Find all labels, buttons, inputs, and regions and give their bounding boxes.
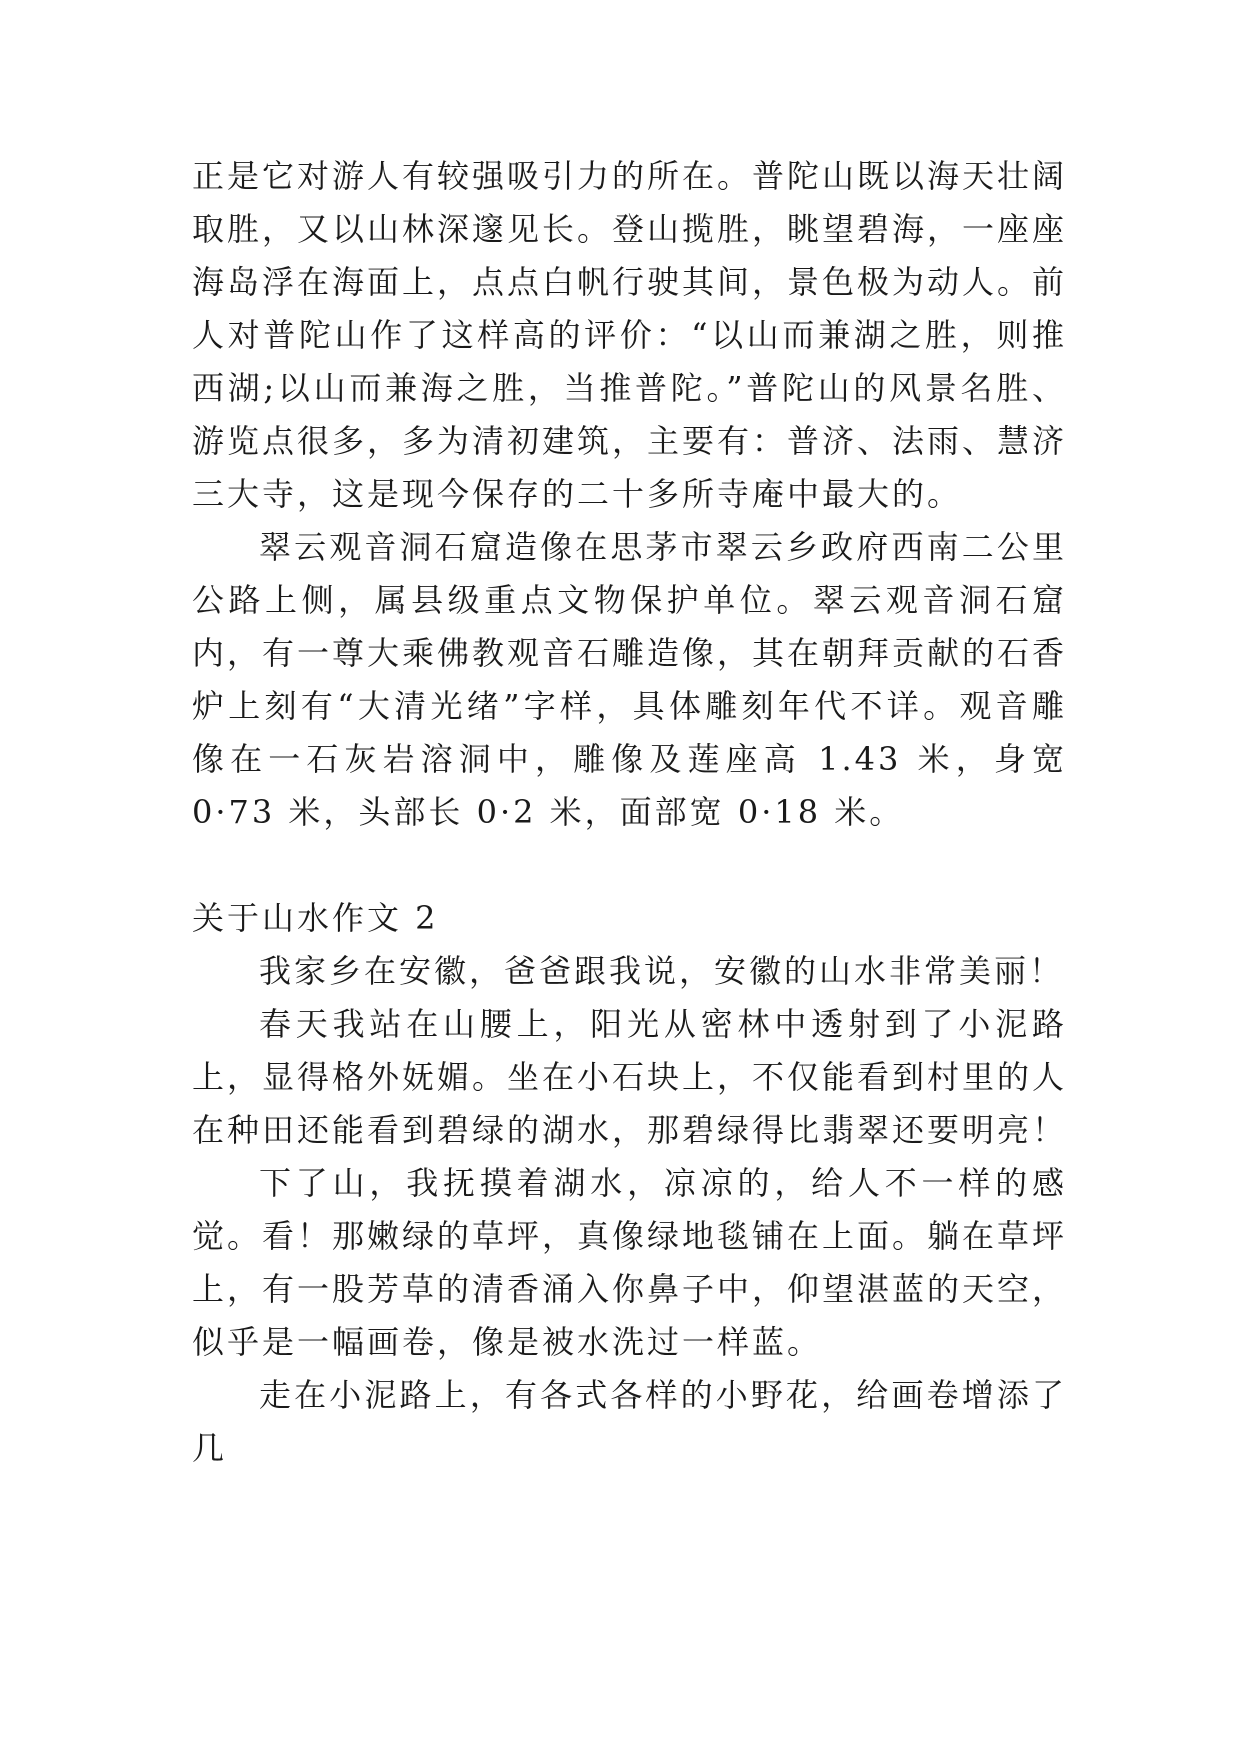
paragraph-lake: 下了山，我抚摸着湖水，凉凉的，给人不一样的感觉。看！那嫩绿的草坪，真像绿地毯铺在上面。躺在草坪上，有一股芳草的清香涌入你鼻子中，仰望湛蓝的天空，似乎是一幅画卷，像是被水洗过一样蓝。 <box>192 1164 1068 1361</box>
paragraph-spring: 春天我站在山腰上，阳光从密林中透射到了小泥路上，显得格外妩媚。坐在小石块上，不仅能看到村里的人在种田还能看到碧绿的湖水，那碧绿得比翡翠还要明亮！ <box>192 1005 1068 1149</box>
paragraph-cuiyun-cave: 翠云观音洞石窟造像在思茅市翠云乡政府西南二公里公路上侧，属县级重点文物保护单位。翠云观音洞石窟内，有一尊大乘佛教观音石雕造像，其在朝拜贡献的石香炉上刻有“大清光绪”字样，具体雕刻年代不详。观音雕像在一石灰岩溶洞中，雕像及莲座高 1.43 米，身宽 0·73 米，头部长 0·2 米，面部宽 0·18 米。 <box>192 528 1068 831</box>
paragraph-path: 走在小泥路上，有各式各样的小野花，给画卷增添了几 <box>192 1376 1067 1467</box>
section-heading: 关于山水作文 2 <box>192 899 439 937</box>
document-body <box>192 150 1067 1475</box>
paragraph-hometown: 我家乡在安徽，爸爸跟我说，安徽的山水非常美丽！ <box>259 952 1065 990</box>
section-spacer <box>192 839 1067 892</box>
paragraph-putuo: 正是它对游人有较强吸引力的所在。普陀山既以海天壮阔取胜，又以山林深邃见长。登山揽胜，眺望碧海，一座座海岛浮在海面上，点点白帆行驶其间，景色极为动人。前人对普陀山作了这样高的评价：“以山而兼湖之胜，则推西湖;以山而兼海之胜，当推普陀。”普陀山的风景名胜、游览点很多，多为清初建筑，主要有：普济、法雨、慧济三大寺，这是现今保存的二十多所寺庵中最大的。 <box>192 157 1068 513</box>
